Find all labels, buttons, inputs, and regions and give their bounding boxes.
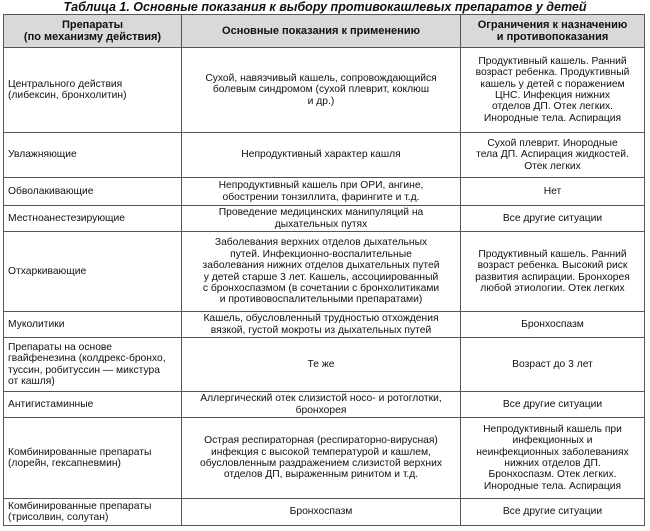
table-row xyxy=(4,206,645,232)
drug-cell: Центрального действия (либексин, бронхолитин) xyxy=(4,48,182,133)
header-restrictions: Ограничения к назначению и противопоказания xyxy=(461,15,645,48)
indications-table xyxy=(3,14,645,526)
table-row xyxy=(4,133,645,178)
table-row xyxy=(4,178,645,206)
indication-cell: Острая респираторная (респираторно-вирусная) инфекция с высокой температурой и кашлем, обусловленным раздражением слизистой верхних отделов ДП, выраженным ринитом и т.д. xyxy=(182,418,461,499)
table-row xyxy=(4,392,645,418)
indication-cell: Проведение медицинских манипуляций на дыхательных путях xyxy=(182,206,461,232)
drug-cell: Комбинированные препараты (трисолвин, солутан) xyxy=(4,499,182,526)
indication-cell: Бронхоспазм xyxy=(182,499,461,526)
table-title: Таблица 1. Основные показания к выбору противокашлевых препаратов у детей xyxy=(63,0,587,14)
header-drugs: Препараты (по механизму действия) xyxy=(4,15,182,48)
restriction-cell: Все другие ситуации xyxy=(461,392,645,418)
restriction-cell: Продуктивный кашель. Ранний возраст ребенка. Высокий риск развития аспирации. Бронхорея любой этиологии. Отек легких xyxy=(461,232,645,312)
indication-cell: Аллергический отек слизистой носо- и ротоглотки, бронхорея xyxy=(182,392,461,418)
table-row xyxy=(4,312,645,338)
indication-cell: Те же xyxy=(182,338,461,392)
drug-cell: Местноанестезирующие xyxy=(4,206,182,232)
restriction-cell: Бронхоспазм xyxy=(461,312,645,338)
table-row xyxy=(4,418,645,499)
restriction-cell: Продуктивный кашель. Ранний возраст ребенка. Продуктивный кашель у детей с поражением ЦНС. Инфекция нижних отделов ДП. Отек легких. Инородные тела. Аспирация xyxy=(461,48,645,133)
drug-cell: Муколитики xyxy=(4,312,182,338)
table-row xyxy=(4,338,645,392)
table-row xyxy=(4,499,645,526)
header-row xyxy=(4,15,645,48)
restriction-cell: Все другие ситуации xyxy=(461,499,645,526)
indication-cell: Непродуктивный характер кашля xyxy=(182,133,461,178)
drug-cell: Антигистаминные xyxy=(4,392,182,418)
drug-cell: Отхаркивающие xyxy=(4,232,182,312)
table-row xyxy=(4,232,645,312)
restriction-cell: Нет xyxy=(461,178,645,206)
indication-cell: Кашель, обусловленный трудностью отхождения вязкой, густой мокроты из дыхательных путей xyxy=(182,312,461,338)
drug-cell: Увлажняющие xyxy=(4,133,182,178)
restriction-cell: Все другие ситуации xyxy=(461,206,645,232)
drug-cell: Комбинированные препараты (лорейн, гексапневмин) xyxy=(4,418,182,499)
drug-cell: Обволакивающие xyxy=(4,178,182,206)
header-indications: Основные показания к применению xyxy=(182,15,461,48)
restriction-cell: Непродуктивный кашель при инфекционных и неинфекционных заболеваниях нижних отделов ДП. Бронхоспазм. Отек легких. Инородные тела. Аспирация xyxy=(461,418,645,499)
indication-cell: Заболевания верхних отделов дыхательных путей. Инфекционно-воспалительные заболевания нижних отделов дыхательных путей у детей старше 3 лет. Кашель, ассоциированный с бронхоспазмом (в сочетании с бронхолитиками и противовоспалительными препаратами) xyxy=(182,232,461,312)
restriction-cell: Возраст до 3 лет xyxy=(461,338,645,392)
drug-cell: Препараты на основе гвайфенезина (колдрекс-бронхо, туссин, робитуссин — микстура от кашля) xyxy=(4,338,182,392)
restriction-cell: Сухой плеврит. Инородные тела ДП. Аспирация жидкостей. Отек легких xyxy=(461,133,645,178)
indication-cell: Сухой, навязчивый кашель, сопровождающийся болевым синдромом (сухой плеврит, коклюш и др.) xyxy=(182,48,461,133)
indication-cell: Непродуктивный кашель при ОРИ, ангине, обострении тонзиллита, фарингите и т.д. xyxy=(182,178,461,206)
table-row xyxy=(4,48,645,133)
